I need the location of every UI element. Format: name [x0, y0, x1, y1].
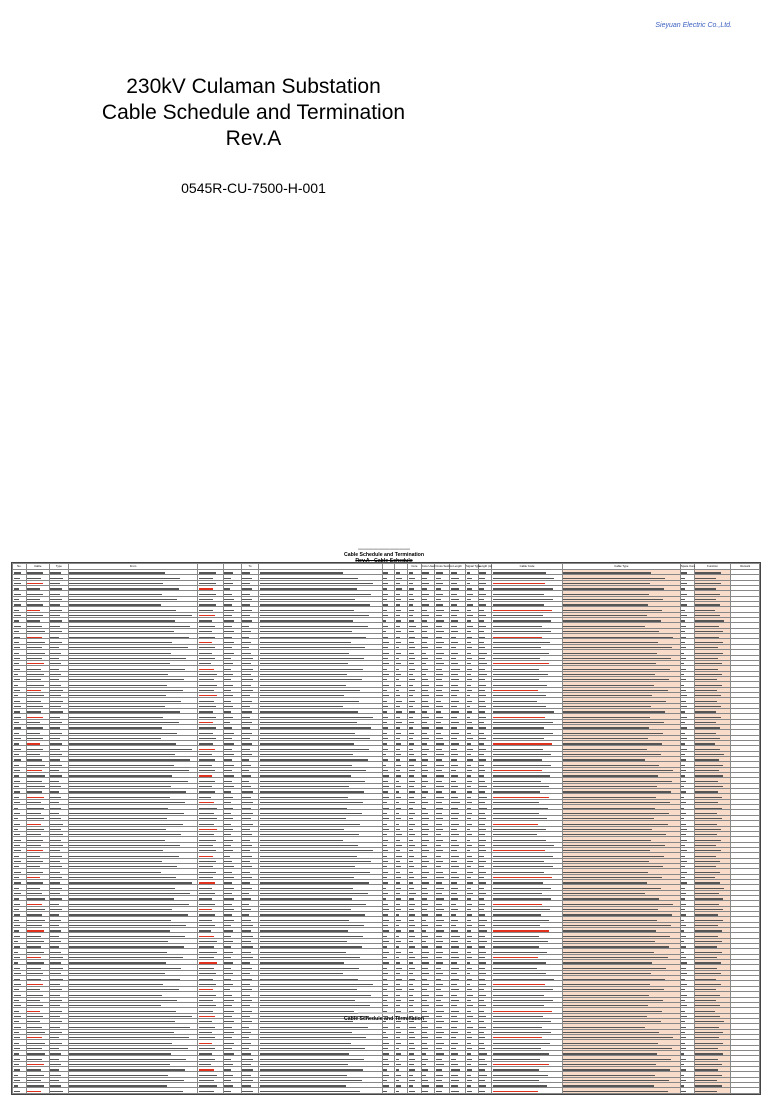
schedule-header-line-1: Cable Schedule and Termination: [343, 552, 425, 558]
col-header-18: Spare Core: [680, 563, 696, 568]
col-header-16: Cable Code: [492, 564, 563, 570]
col-header-15: Length (m): [478, 563, 493, 568]
col-header-17: Cable Type: [562, 564, 680, 570]
schedule-header-line-0: ▬▬▬▬▬▬▬▬▬▬: [358, 546, 410, 552]
table-cell: [694, 1088, 731, 1093]
col-header-3: From: [68, 564, 198, 570]
title-line-2: Cable Schedule and Termination: [101, 101, 406, 124]
col-header-14: Signal Type: [465, 563, 481, 568]
table-cell: [382, 1088, 395, 1093]
next-page-header-line-0: ▬▬▬▬▬▬▬▬▬▬: [358, 1010, 410, 1016]
table-cell: [421, 1088, 435, 1093]
col-header-6: To: [241, 564, 259, 570]
col-header-10: Core: [408, 564, 422, 570]
table-cell: [223, 1088, 241, 1093]
table-cell: [26, 1088, 49, 1093]
title-line-1: 230kV Culaman Substation: [126, 75, 381, 98]
table-cell: [465, 1088, 478, 1093]
table-cell: [731, 1088, 760, 1093]
col-header-2: Type: [49, 564, 68, 570]
col-header-0: No.: [13, 564, 27, 570]
table-cell: [13, 1088, 27, 1093]
col-header-12: Cross Section: [435, 563, 453, 568]
table-cell: [259, 1088, 382, 1093]
table-cell: [492, 1088, 563, 1093]
schedule-header-line-2: Rev.A - Cable Schedule: [355, 558, 413, 564]
company-name: Sieyuan Electric Co.,Ltd.: [655, 22, 732, 29]
table-cell: [435, 1088, 450, 1093]
col-header-13: Length: [450, 564, 466, 570]
title-line-3: Rev.A: [225, 127, 282, 150]
document-title: [0, 74, 507, 152]
table-cell: [49, 1088, 68, 1093]
document-number: 0545R-CU-7500-H-001: [181, 180, 326, 196]
table-cell: [198, 1088, 223, 1093]
col-header-11: Core Used: [421, 563, 436, 568]
table-cell: [241, 1088, 259, 1093]
table-row: [13, 1088, 760, 1093]
col-header-19: Function: [694, 564, 731, 570]
table-cell: [562, 1088, 680, 1093]
table-cell: [408, 1088, 422, 1093]
col-header-1: Cable: [26, 564, 49, 570]
table-cell: [395, 1088, 408, 1093]
table-cell: [68, 1088, 198, 1093]
col-header-20: Remark: [731, 564, 760, 570]
table-cell: [478, 1088, 492, 1093]
table-cell: [450, 1088, 466, 1093]
next-page-header: [0, 1010, 768, 1022]
table-cell: [680, 1088, 694, 1093]
next-page-header-line-1: Cable Schedule and Termination: [343, 1016, 425, 1022]
